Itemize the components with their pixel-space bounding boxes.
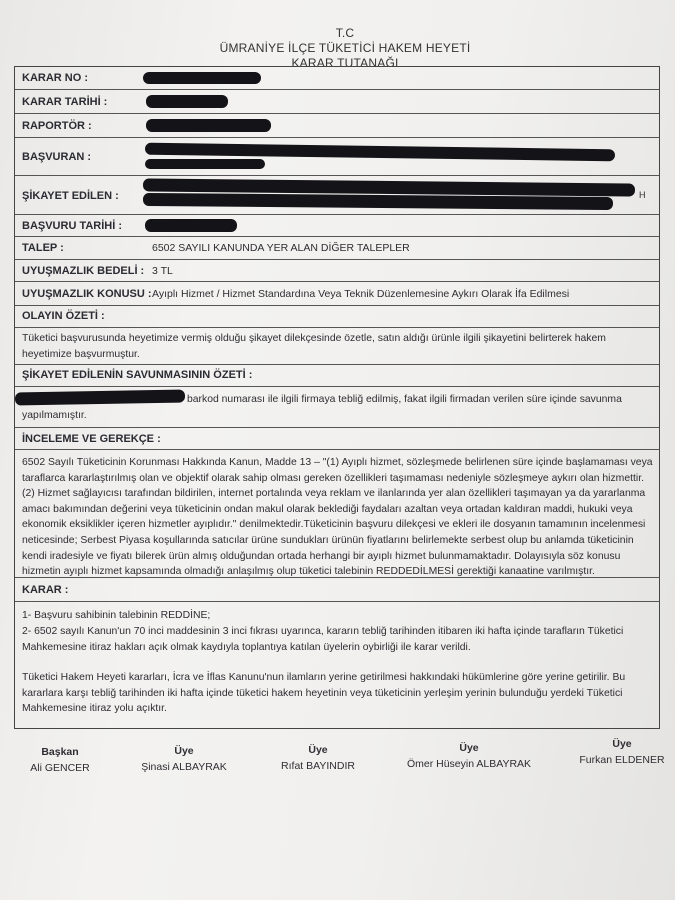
sikayet-edilen-label: ŞİKAYET EDİLEN :	[22, 190, 119, 202]
bedel-value: 3 TL	[152, 265, 173, 277]
row-basvuru-tarihi	[15, 215, 659, 237]
redaction-bar	[143, 72, 261, 84]
basvuran-label: BAŞVURAN :	[22, 151, 92, 163]
signature-uye-1	[128, 745, 240, 773]
document-header	[0, 26, 675, 71]
redaction-bar	[146, 119, 271, 132]
raportor-label: RAPORTÖR :	[22, 120, 92, 132]
header-line-3: KARAR TUTANAĞI	[291, 56, 399, 70]
signature-uye-3	[398, 742, 540, 770]
savunma-heading: ŞİKAYET EDİLENİN SAVUNMASININ ÖZETİ :	[22, 369, 253, 381]
signature-title: Üye	[612, 738, 632, 750]
row-karar-tarihi	[15, 90, 659, 114]
olayin-ozeti-text: Tüketici başvurusunda heyetimize vermiş olduğu şikayet dilekçesinde özetle, satın aldığı ürünle ilgili şikayetini belirterek hakem heyetimize başvurmuştur.	[22, 333, 606, 360]
karar-note: Tüketici Hakem Heyeti kararları, İcra ve İflas Kanunu'nun ilamların yerine getirilmesi hakkındaki hükümlerine göre yerine getirilir. Bu kararlara karşı tebliğ tarihinden iki hafta içinde tüketici hakem heyetinin veya tüketicinin yerleşim yerinin bulunduğu yerdeki Tüketici Mahkemesine itiraz yolu açıktır.	[22, 672, 626, 715]
signature-baskan	[18, 746, 102, 774]
signature-uye-4	[570, 738, 674, 766]
row-karar	[15, 578, 659, 602]
karar-body	[15, 602, 659, 728]
row-konu	[15, 282, 659, 306]
karar-tarihi-label: KARAR TARİHİ :	[22, 96, 108, 108]
sikayet-edilen-suffix: H	[639, 190, 646, 200]
signature-title: Üye	[459, 742, 479, 754]
row-karar-no	[15, 67, 659, 90]
konu-label: UYUŞMAZLIK KONUSU :	[22, 288, 152, 300]
signature-title: Üye	[308, 744, 328, 756]
redaction-bar	[15, 390, 185, 406]
row-bedel	[15, 260, 659, 282]
talep-label: TALEP :	[22, 242, 64, 254]
karar-item-1: 1- Başvuru sahibinin talebinin REDDİNE;	[22, 610, 211, 621]
header-line-1: T.C	[335, 26, 355, 40]
konu-value: Ayıplı Hizmet / Hizmet Standardına Veya Teknik Düzenlemesine Aykırı Olarak İfa Edilmesi	[152, 288, 570, 300]
decision-form	[14, 66, 660, 729]
redaction-bar	[145, 219, 237, 232]
olayin-ozeti-heading: OLAYIN ÖZETİ :	[22, 310, 105, 322]
savunma-text-line-2: yapılmamıştır.	[22, 410, 87, 421]
row-inceleme-text	[15, 450, 659, 578]
karar-no-label: KARAR NO :	[22, 72, 88, 84]
signature-uye-2	[262, 744, 374, 772]
row-sikayet-edilen	[15, 176, 659, 215]
header-line-2: ÜMRANİYE İLÇE TÜKETİCİ HAKEM HEYETİ	[219, 41, 471, 55]
signature-name: Furkan ELDENER	[579, 754, 665, 766]
bedel-label: UYUŞMAZLIK BEDELİ :	[22, 265, 145, 277]
inceleme-heading: İNCELEME VE GEREKÇE :	[22, 433, 161, 445]
redaction-bar	[145, 159, 265, 169]
row-olayin-ozeti	[15, 306, 659, 328]
signature-title: Üye	[174, 745, 194, 757]
row-savunma-text	[15, 387, 659, 428]
row-raportor	[15, 114, 659, 138]
signature-name: Şinasi ALBAYRAK	[141, 761, 227, 773]
row-inceleme	[15, 428, 659, 450]
inceleme-text: 6502 Sayılı Tüketicinin Korunması Hakkında Kanun, Madde 13 – "(1) Ayıplı hizmet, sözleşmede belirlenen süre içinde başlamaması veya taraflarca kararlaştırılmış olan ve objektif olarak sahip olması gereken özellikleri taşımaması nedeniyle sözleşmeye aykırı olan hizmettir.(2) Hizmet sağlayıcısı tarafından bildirilen, internet portalında veya reklam ve ilanlarında yer alan özellikleri taşımayan ya da yararlanma amacı bakımından değerini veya tüketicinin ondan makul olarak beklediği faydaları azaltan veya ortadan kaldıran maddi, hukuki veya ekonomik eksiklikler içeren hizmetler ayıplıdır." denilmektedir.Tüketicinin başvuru dilekçesi ve ekleri ile dosyanın tamamının incelenmesi neticesinde; Serbest Piyasa koşullarında satıcılar ürüne sundukları ürünün fiyatlarını belirlemekte serbest olup bu anlamda tüketicinin kendi iradesiyle ve fiyatı bilerek ürün almış olduğundan ortada herhangi bir ayıplı hizmet bulunmamaktadır. Dolayısıyla söz konusu hizmetin ayıplı hizmet kapsamında olmadığı anlaşılmış olup tüketici talebinin REDDEDİLMESİ gerektiği kanaatine varılmıştır.	[22, 457, 653, 578]
row-basvuran	[15, 138, 659, 176]
karar-heading: KARAR :	[22, 584, 69, 596]
row-talep	[15, 237, 659, 260]
signature-title: Başkan	[41, 746, 79, 758]
row-savunma	[15, 365, 659, 387]
row-olayin-ozeti-text	[15, 328, 659, 365]
redaction-bar	[146, 95, 228, 108]
karar-item-2: 2- 6502 sayılı Kanun'un 70 inci maddesinin 3 inci fıkrası uyarınca, kararın tebliğ tarihinden itibaren iki hafta içinde tarafların Tüketici Mahkemesine itiraz hakları açık olmak kaydıyla toplantıya katılan üyelerin oybirliği ile karar verildi.	[22, 626, 624, 653]
signature-name: Ali GENCER	[30, 762, 90, 774]
talep-value: 6502 SAYILI KANUNDA YER ALAN DİĞER TALEPLER	[152, 242, 410, 254]
savunma-text-line-1: barkod numarası ile ilgili firmaya tebliğ edilmiş, fakat ilgili firmadan verilen süre içinde savunma	[187, 394, 622, 405]
redaction-bar	[143, 193, 613, 210]
signature-name: Ömer Hüseyin ALBAYRAK	[406, 758, 532, 770]
signature-name: Rıfat BAYINDIR	[281, 760, 355, 772]
basvuru-tarihi-label: BAŞVURU TARİHİ :	[22, 220, 123, 232]
